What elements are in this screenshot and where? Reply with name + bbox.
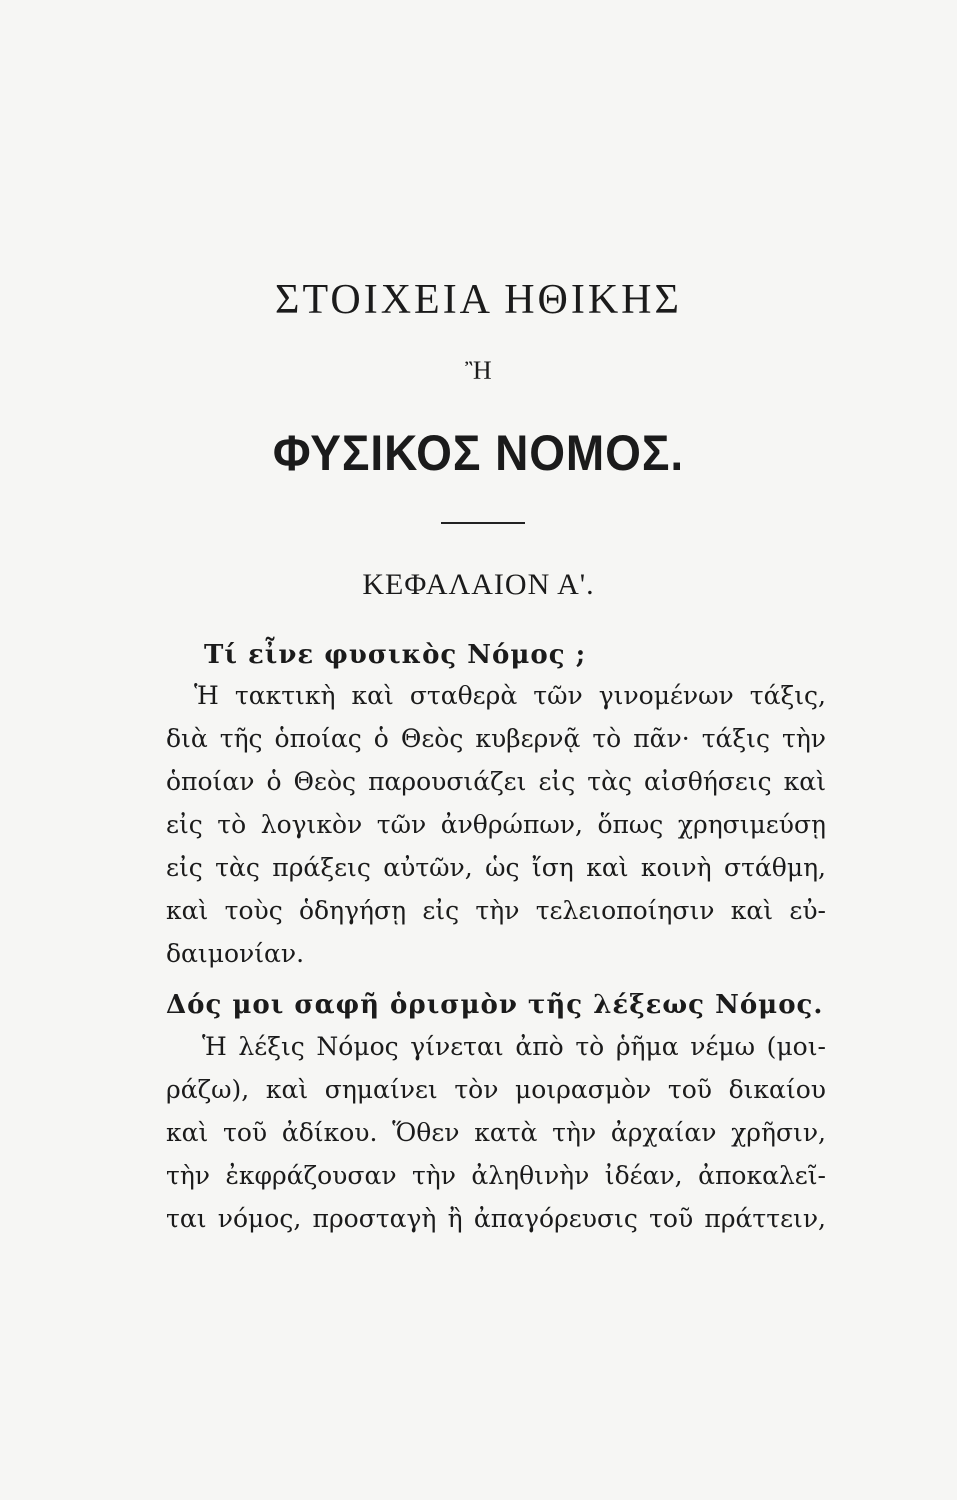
answer-2-line: ται νόμος, προσταγὴ ἢ ἀπαγόρευσις τοῦ πράττειν, (166, 1204, 826, 1233)
answer-1-line: εἰς τὸ λογικὸν τῶν ἀνθρώπων, ὅπως χρησιμεύσῃ (166, 810, 826, 839)
answer-2-line: τὴν ἐκφράζουσαν τὴν ἀληθινὴν ἰδέαν, ἀποκαλεῖ- (166, 1161, 826, 1190)
answer-1-line: ὁποίαν ὁ Θεὸς παρουσιάζει εἰς τὰς αἰσθήσεις καὶ (166, 767, 826, 796)
answer-1-line: δαιμονίαν. (166, 939, 305, 968)
book-title: ΣΤΟΙΧΕΙΑ ΗΘΙΚΗΣ (275, 277, 682, 323)
question-2: Δός μοι σαφῆ ὁρισμὸν τῆς λέξεως Νόμος. (166, 990, 824, 1020)
answer-1-line: καὶ τοὺς ὁδηγήσῃ εἰς τὴν τελειοποίησιν καὶ εὐ- (166, 896, 826, 925)
chapter-heading: ΚΕΦΑΛΑΙΟΝ Α'. (362, 568, 595, 601)
title-divider (441, 522, 525, 524)
answer-1-line: διὰ τῆς ὁποίας ὁ Θεὸς κυβερνᾷ τὸ πᾶν· τάξις τὴν (166, 724, 826, 753)
question-1: Τί εἶνε φυσικὸς Νόμος ; (204, 640, 587, 670)
answer-2-line: ράζω), καὶ σημαίνει τὸν μοιρασμὸν τοῦ δικαίου (166, 1075, 826, 1104)
answer-1-line: Ἡ τακτικὴ καὶ σταθερὰ τῶν γινομένων τάξις, (194, 681, 826, 710)
answer-1-line: εἰς τὰς πράξεις αὐτῶν, ὡς ἴση καὶ κοινὴ στάθμη, (166, 853, 826, 882)
book-subtitle: ΦΥΣΙΚΟΣ ΝΟΜΟΣ. (272, 425, 685, 481)
title-conjunction: Ἢ (465, 356, 492, 385)
answer-2-line: καὶ τοῦ ἀδίκου. Ὅθεν κατὰ τὴν ἀρχαίαν χρῆσιν, (166, 1118, 826, 1147)
answer-2-line: Ἡ λέξις Νόμος γίνεται ἀπὸ τὸ ῥῆμα νέμω (μοι- (202, 1032, 826, 1061)
